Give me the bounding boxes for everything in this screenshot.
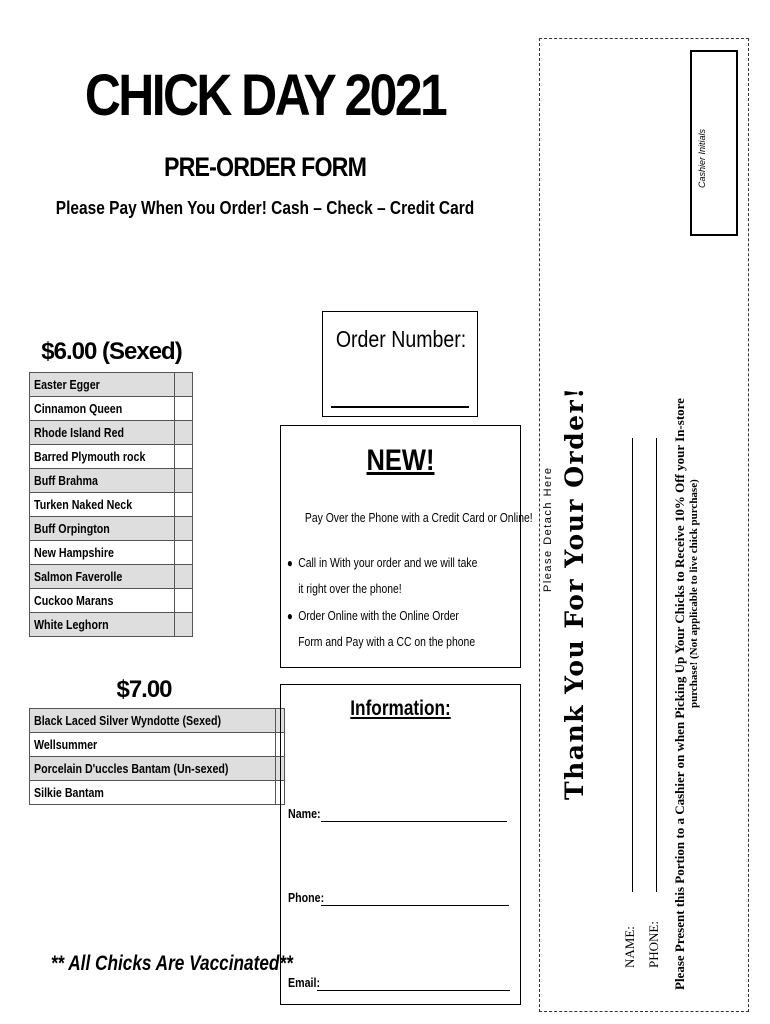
bullet-call-in: ● Call in With your order and we will take it right over the phone! xyxy=(287,550,487,602)
breed-name-cell xyxy=(30,757,276,781)
new-payment-box xyxy=(280,425,533,668)
breed-name-cell xyxy=(30,541,175,565)
breed-name: Salmon Faverolle xyxy=(34,569,123,584)
name-field[interactable] xyxy=(321,821,507,822)
payment-note: Please Pay When You Order! Cash – Check – Credit Card xyxy=(55,198,475,218)
sexed-breed-table xyxy=(29,372,193,637)
bullet-order-online: ● Order Online with the Online Order Form and Pay with a CC on the phone xyxy=(287,603,487,655)
breed-name-cell xyxy=(30,565,175,589)
order-number-label: Order Number: xyxy=(335,326,467,352)
table-row xyxy=(30,733,285,757)
table-row xyxy=(30,397,193,421)
quantity-cell[interactable] xyxy=(174,589,192,613)
email-field[interactable] xyxy=(317,990,510,991)
breed-name: Buff Brahma xyxy=(34,473,98,488)
sexed-price-heading: $6.00 (Sexed) xyxy=(41,338,182,365)
quantity-cell[interactable] xyxy=(174,373,192,397)
form-subtitle: PRE-ORDER FORM xyxy=(163,152,367,182)
breed-name-cell xyxy=(30,421,175,445)
breed-name-cell xyxy=(30,397,175,421)
stub-name-line[interactable] xyxy=(632,438,633,892)
breed-name-cell xyxy=(30,589,175,613)
breed-name: New Hampshire xyxy=(34,545,114,560)
breed-name: White Leghorn xyxy=(34,617,109,632)
table-row xyxy=(30,613,193,637)
breed-name-cell xyxy=(30,613,175,637)
table-row xyxy=(30,589,193,613)
table-row xyxy=(30,373,193,397)
table-row xyxy=(30,493,193,517)
present-note: Please Present this Portion to a Cashier on when Picking Up Your Chicks to Receive 10% Off your In-store xyxy=(672,398,687,990)
phone-field[interactable] xyxy=(321,905,509,906)
order-number-line[interactable] xyxy=(331,406,469,408)
breed-name-cell xyxy=(30,733,276,757)
breed-name-cell xyxy=(30,709,276,733)
breed-name-cell xyxy=(30,517,175,541)
information-title: Information: xyxy=(350,697,451,720)
table-row xyxy=(30,781,285,805)
breed-name: Silkie Bantam xyxy=(34,785,104,800)
table-row xyxy=(30,709,285,733)
breed-name-cell xyxy=(30,445,175,469)
breed-name: Barred Plymouth rock xyxy=(34,449,146,464)
quantity-cell[interactable] xyxy=(174,541,192,565)
detach-label: Please Detach Here xyxy=(542,466,554,592)
stub-phone-line[interactable] xyxy=(656,438,657,892)
breed-name: Cuckoo Marans xyxy=(34,593,114,608)
stub-name-label: NAME: xyxy=(622,926,637,968)
table-row xyxy=(30,469,193,493)
information-box xyxy=(280,684,521,1005)
breed-name-cell xyxy=(30,493,175,517)
quantity-cell[interactable] xyxy=(174,613,192,637)
quantity-cell[interactable] xyxy=(174,469,192,493)
quantity-cell[interactable] xyxy=(174,517,192,541)
seven-price-heading: $7.00 xyxy=(116,676,172,703)
name-field-label: Name: xyxy=(288,806,321,821)
breed-name: Wellsummer xyxy=(34,737,98,752)
breed-name: Buff Orpington xyxy=(34,521,110,536)
new-subtitle: Pay Over the Phone with a Credit Card or Online! xyxy=(304,510,533,525)
breed-name-cell xyxy=(30,373,175,397)
stub-phone-label: PHONE: xyxy=(646,921,661,968)
table-row xyxy=(30,517,193,541)
breed-name: Black Laced Silver Wyndotte (Sexed) xyxy=(34,713,222,728)
quantity-cell[interactable] xyxy=(174,397,192,421)
breed-name-cell xyxy=(30,781,276,805)
quantity-cell[interactable] xyxy=(174,493,192,517)
present-note-continued: purchase! (Not applicable to live chick purchase) xyxy=(688,479,700,708)
breed-name: Turken Naked Neck xyxy=(34,497,133,512)
breed-name-cell xyxy=(30,469,175,493)
table-row xyxy=(30,421,193,445)
breed-name: Cinnamon Queen xyxy=(34,401,123,416)
quantity-cell[interactable] xyxy=(174,421,192,445)
quantity-cell[interactable] xyxy=(174,565,192,589)
page-title: CHICK DAY 2021 xyxy=(84,63,446,128)
cashier-initials-label: Cashier Initials xyxy=(697,128,707,188)
new-title: NEW! xyxy=(366,444,435,477)
vaccinated-note: ** All Chicks Are Vaccinated** xyxy=(50,952,293,975)
breed-name: Porcelain D'uccles Bantam (Un-sexed) xyxy=(34,761,229,776)
order-number-box xyxy=(322,311,478,417)
bullet-dot-icon: ● xyxy=(287,556,293,570)
breed-name: Rhode Island Red xyxy=(34,425,125,440)
table-row xyxy=(30,541,193,565)
email-field-label: Email: xyxy=(288,975,320,990)
table-row xyxy=(30,565,193,589)
quantity-cell[interactable] xyxy=(174,445,192,469)
table-row xyxy=(30,445,193,469)
breed-name: Easter Egger xyxy=(34,377,100,392)
seven-breed-table xyxy=(29,708,285,805)
table-row xyxy=(30,757,285,781)
thank-you-text: Thank You For Your Order! xyxy=(560,386,589,800)
phone-field-label: Phone: xyxy=(288,890,325,905)
bullet-dot-icon: ● xyxy=(287,609,293,623)
